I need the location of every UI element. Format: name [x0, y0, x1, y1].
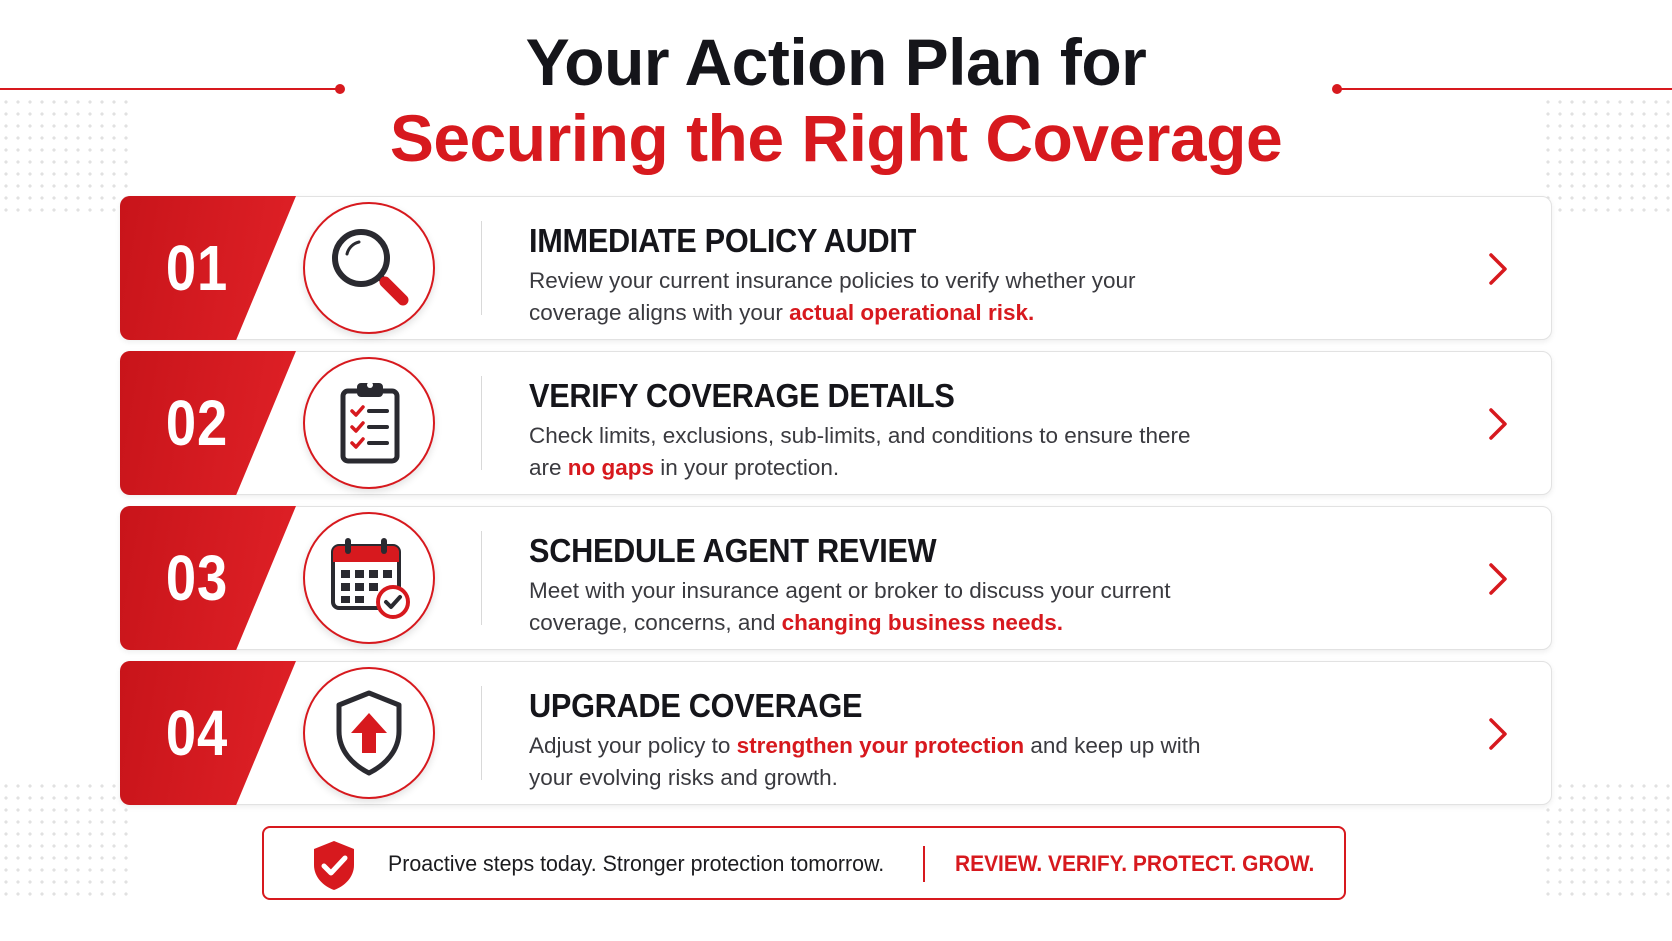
step-icon-badge — [303, 667, 435, 799]
step-description-text-end: in your protection. — [654, 455, 840, 480]
step-description-highlight: changing business needs. — [781, 610, 1063, 635]
step-icon-badge — [303, 202, 435, 334]
step-content — [529, 376, 1429, 484]
step-description — [529, 730, 1229, 794]
step-description-highlight: actual operational risk. — [789, 300, 1035, 325]
step-card-4[interactable] — [120, 661, 1552, 805]
step-title: VERIFY COVERAGE DETAILS — [529, 377, 955, 414]
step-title: UPGRADE COVERAGE — [529, 687, 863, 724]
footer-tagline: REVIEW. VERIFY. PROTECT. GROW. — [955, 851, 1315, 876]
step-content — [529, 531, 1429, 639]
step-number: 01 — [165, 232, 229, 304]
footer-message: Proactive steps today. Stronger protection tomorrow. — [388, 851, 885, 876]
step-description — [529, 265, 1229, 329]
clipboard-checklist-icon — [319, 373, 419, 473]
shield-check-icon — [306, 837, 362, 893]
chevron-right-icon[interactable] — [1481, 714, 1515, 754]
step-description-text-end: and keep up with your evolving risks and growth. — [529, 733, 1201, 790]
chevron-right-icon[interactable] — [1481, 404, 1515, 444]
dot-pattern-bottom-right — [1542, 780, 1672, 900]
step-icon-badge — [303, 357, 435, 489]
title-line-2: Securing the Right Coverage — [389, 101, 1283, 175]
footer-divider — [923, 846, 925, 882]
title-line-1: Your Action Plan for — [525, 25, 1147, 99]
step-description — [529, 420, 1229, 484]
chevron-right-icon[interactable] — [1481, 249, 1515, 289]
page-title — [0, 24, 1672, 176]
step-card-1[interactable] — [120, 196, 1552, 340]
step-number: 02 — [165, 387, 229, 459]
step-description — [529, 575, 1229, 639]
shield-arrow-up-icon — [319, 683, 419, 783]
step-content — [529, 686, 1429, 794]
step-number: 04 — [165, 697, 229, 769]
step-content — [529, 221, 1429, 329]
chevron-right-icon[interactable] — [1481, 559, 1515, 599]
footer-banner — [262, 826, 1346, 900]
step-number: 03 — [165, 542, 229, 614]
magnifying-glass-icon — [319, 218, 419, 318]
step-description-highlight: no gaps — [567, 455, 655, 480]
step-description-text: Adjust your policy to — [529, 733, 737, 758]
step-title: IMMEDIATE POLICY AUDIT — [529, 222, 917, 259]
step-icon-badge — [303, 512, 435, 644]
step-description-highlight: strengthen your protection — [736, 733, 1025, 758]
step-card-3[interactable] — [120, 506, 1552, 650]
step-divider — [481, 686, 482, 780]
step-card-2[interactable] — [120, 351, 1552, 495]
step-description-text: Review your current insurance policies to verify whether your coverage aligns with your — [529, 268, 1136, 325]
step-divider — [481, 531, 482, 625]
dot-pattern-bottom-left — [0, 780, 130, 900]
calendar-check-icon — [319, 528, 419, 628]
step-title: SCHEDULE AGENT REVIEW — [529, 532, 937, 569]
step-description-text: Check limits, exclusions, sub-limits, and conditions to ensure there are — [529, 423, 1191, 480]
step-divider — [481, 376, 482, 470]
step-description-text: Meet with your insurance agent or broker to discuss your current coverage, concerns, and — [529, 578, 1171, 635]
step-divider — [481, 221, 482, 315]
action-steps-list — [120, 196, 1552, 816]
